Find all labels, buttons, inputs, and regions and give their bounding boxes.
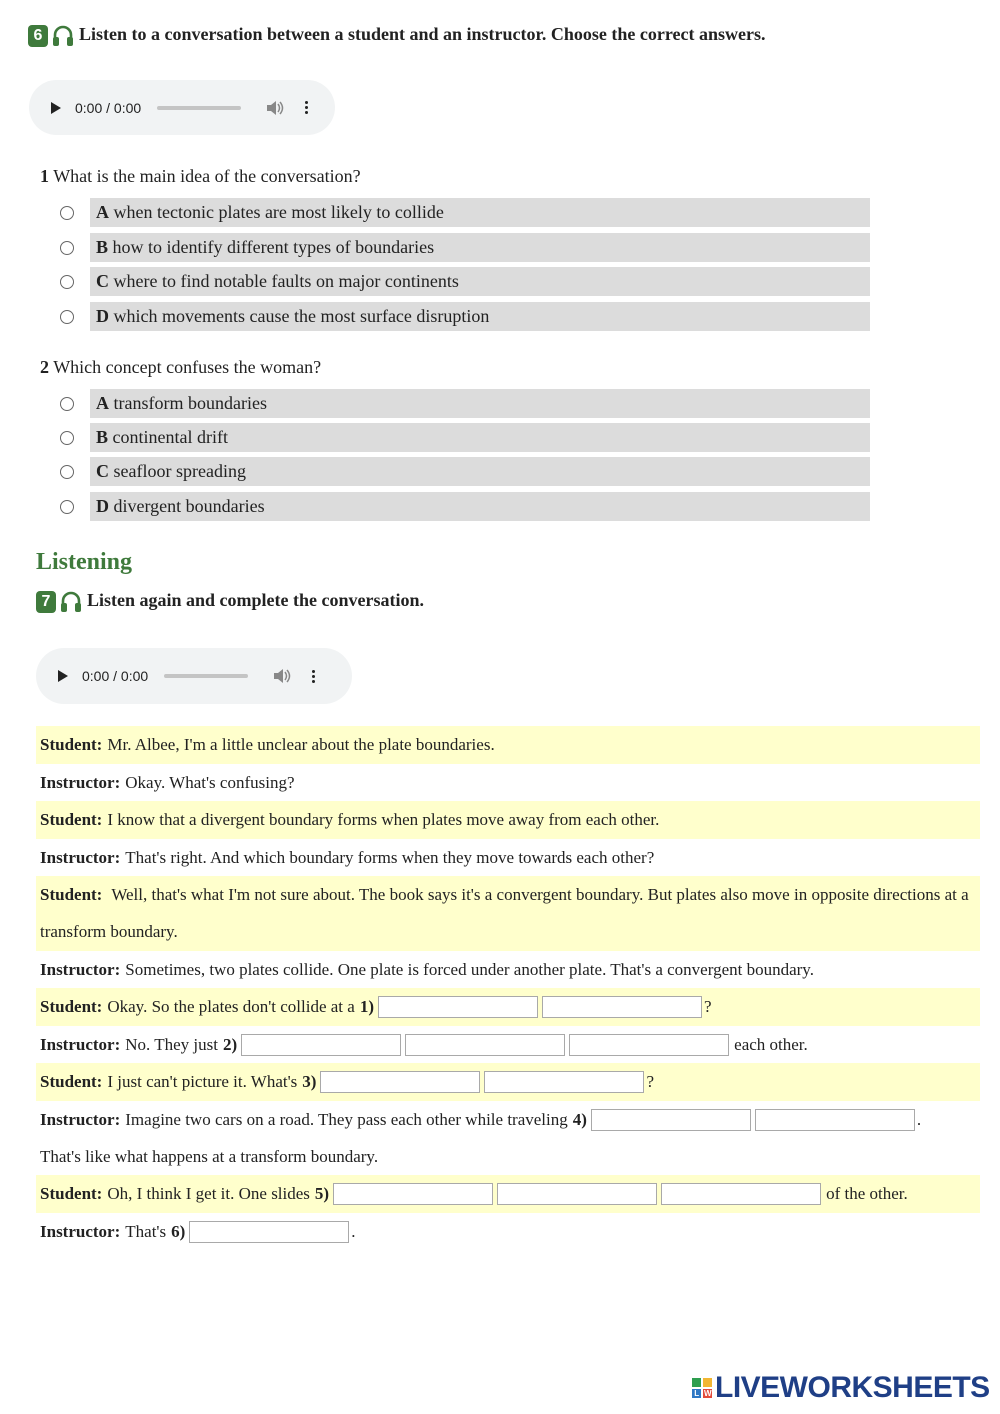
more-options-icon[interactable] xyxy=(305,101,308,114)
play-icon[interactable] xyxy=(51,102,61,114)
audio-time: 0:00 / 0:00 xyxy=(75,99,142,116)
radio-q2-d[interactable] xyxy=(60,500,74,514)
answer-input-4b[interactable] xyxy=(755,1109,915,1131)
option-q2-a[interactable]: A transform boundaries xyxy=(90,389,870,418)
answer-input-6[interactable] xyxy=(189,1221,349,1243)
volume-icon[interactable] xyxy=(272,668,292,684)
audio-seek-bar[interactable] xyxy=(157,106,241,110)
radio-q2-b[interactable] xyxy=(60,431,74,445)
logo-text: LIVEWORKSHEETS xyxy=(715,1371,990,1404)
answer-input-5c[interactable] xyxy=(661,1183,821,1205)
option-q1-c[interactable]: C where to find notable faults on major continents xyxy=(90,267,870,296)
answer-input-5a[interactable] xyxy=(333,1183,493,1205)
dialogue-line: Instructor: Okay. What's confusing? xyxy=(40,772,295,792)
dialogue-line: Student: Well, that's what I'm not sure about. The book says it's a convergent boundary. But plates also move in opposite directions at a transform boundary. xyxy=(36,876,980,951)
radio-q1-b[interactable] xyxy=(60,241,74,255)
option-q1-d[interactable]: D which movements cause the most surface disruption xyxy=(90,302,870,331)
dialogue-line: Student: Mr. Albee, I'm a little unclear about the plate boundaries. xyxy=(36,726,980,764)
dialogue-line: Student: I just can't picture it. What's 3) ? xyxy=(36,1063,980,1101)
play-icon[interactable] xyxy=(58,670,68,682)
logo-mark-icon: L W xyxy=(692,1378,712,1398)
liveworksheets-logo[interactable] xyxy=(692,1371,990,1405)
dialogue-line: Instructor: No. They just 2) each other. xyxy=(40,1034,808,1054)
answer-input-4a[interactable] xyxy=(591,1109,751,1131)
answer-input-2a[interactable] xyxy=(241,1034,401,1056)
dialogue-line: Instructor: That's 6) . xyxy=(40,1221,356,1241)
answer-input-3b[interactable] xyxy=(484,1071,644,1093)
exercise-number-badge: 7 xyxy=(36,591,56,613)
dialogue-line: Student: Okay. So the plates don't collide at a 1) ? xyxy=(36,988,980,1026)
exercise-instruction: Listen again and complete the conversation. xyxy=(87,590,424,610)
exercise-number-badge: 6 xyxy=(28,25,48,47)
radio-q1-a[interactable] xyxy=(60,206,74,220)
radio-q1-c[interactable] xyxy=(60,275,74,289)
dialogue-line-continuation: That's like what happens at a transform boundary. xyxy=(40,1146,379,1166)
answer-input-1b[interactable] xyxy=(542,996,702,1018)
dialogue-line: Student: Oh, I think I get it. One slides 5) of the other. xyxy=(36,1175,980,1213)
headphones-icon xyxy=(60,590,82,614)
dialogue-line: Student: I know that a divergent boundary forms when plates move away from each other. xyxy=(36,801,980,839)
answer-input-1a[interactable] xyxy=(378,996,538,1018)
audio-player[interactable] xyxy=(29,80,335,135)
option-q2-c[interactable]: C seafloor spreading xyxy=(90,457,870,486)
dialogue-line: Instructor: Sometimes, two plates collide. One plate is forced under another plate. That's a convergent boundary. xyxy=(40,959,814,979)
section-title: Listening xyxy=(36,549,133,575)
option-q1-a[interactable]: A when tectonic plates are most likely to collide xyxy=(90,198,870,227)
more-options-icon[interactable] xyxy=(312,670,315,683)
volume-icon[interactable] xyxy=(265,100,285,116)
audio-player[interactable] xyxy=(36,648,352,704)
radio-q1-d[interactable] xyxy=(60,310,74,324)
option-q2-d[interactable]: D divergent boundaries xyxy=(90,492,870,521)
option-q1-b[interactable]: B how to identify different types of boundaries xyxy=(90,233,870,262)
answer-input-5b[interactable] xyxy=(497,1183,657,1205)
dialogue-line: Instructor: Imagine two cars on a road. They pass each other while traveling 4) . xyxy=(40,1109,922,1129)
audio-time: 0:00 / 0:00 xyxy=(82,668,149,684)
answer-input-2c[interactable] xyxy=(569,1034,729,1056)
audio-seek-bar[interactable] xyxy=(164,674,248,678)
option-q2-b[interactable]: B continental drift xyxy=(90,423,870,452)
radio-q2-c[interactable] xyxy=(60,465,74,479)
answer-input-3a[interactable] xyxy=(320,1071,480,1093)
radio-q2-a[interactable] xyxy=(60,397,74,411)
headphones-icon xyxy=(52,24,74,48)
exercise-instruction: Listen to a conversation between a student and an instructor. Choose the correct answers. xyxy=(79,24,766,44)
question-1: 1 What is the main idea of the conversation? xyxy=(40,166,361,186)
question-2: 2 Which concept confuses the woman? xyxy=(40,357,322,377)
dialogue-line: Instructor: That's right. And which boundary forms when they move towards each other? xyxy=(40,847,655,867)
answer-input-2b[interactable] xyxy=(405,1034,565,1056)
